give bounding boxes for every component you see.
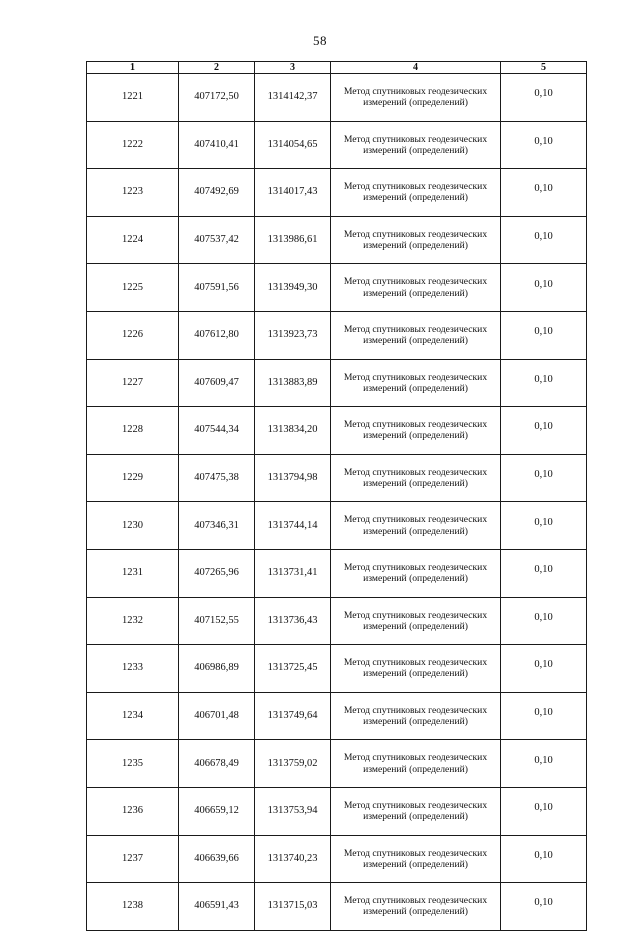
point-number-cell: 1231: [87, 549, 179, 597]
table-row: [87, 645, 587, 693]
accuracy-cell: 0,10: [501, 692, 587, 740]
table-row: [87, 169, 587, 217]
point-number-cell: 1234: [87, 692, 179, 740]
method-cell: Метод спутниковых геодезических измерений (определений): [331, 74, 501, 122]
x-coordinate-cell: 407609,47: [179, 359, 255, 407]
x-coordinate-cell: 407537,42: [179, 216, 255, 264]
table-row: [87, 454, 587, 502]
x-coordinate-cell: 406986,89: [179, 645, 255, 693]
point-number-cell: 1235: [87, 740, 179, 788]
point-number-cell: 1228: [87, 407, 179, 455]
x-coordinate-cell: 407265,96: [179, 549, 255, 597]
method-cell: Метод спутниковых геодезических измерений (определений): [331, 597, 501, 645]
x-coordinate-cell: 407612,80: [179, 311, 255, 359]
method-cell: Метод спутниковых геодезических измерений (определений): [331, 883, 501, 931]
accuracy-cell: 0,10: [501, 883, 587, 931]
table-body: [87, 74, 587, 931]
table-row: [87, 407, 587, 455]
point-number-cell: 1237: [87, 835, 179, 883]
header-row: [87, 62, 587, 74]
method-cell: Метод спутниковых геодезических измерений (определений): [331, 359, 501, 407]
x-coordinate-cell: 407492,69: [179, 169, 255, 217]
accuracy-cell: 0,10: [501, 121, 587, 169]
y-coordinate-cell: 1313731,41: [255, 549, 331, 597]
point-number-cell: 1226: [87, 311, 179, 359]
accuracy-cell: 0,10: [501, 835, 587, 883]
method-cell: Метод спутниковых геодезических измерений (определений): [331, 645, 501, 693]
accuracy-cell: 0,10: [501, 502, 587, 550]
point-number-cell: 1221: [87, 74, 179, 122]
method-cell: Метод спутниковых геодезических измерений (определений): [331, 549, 501, 597]
x-coordinate-cell: 407152,55: [179, 597, 255, 645]
y-coordinate-cell: 1314054,65: [255, 121, 331, 169]
accuracy-cell: 0,10: [501, 407, 587, 455]
method-cell: Метод спутниковых геодезических измерений (определений): [331, 169, 501, 217]
method-cell: Метод спутниковых геодезических измерений (определений): [331, 835, 501, 883]
y-coordinate-cell: 1313740,23: [255, 835, 331, 883]
x-coordinate-cell: 407591,56: [179, 264, 255, 312]
y-coordinate-cell: 1313949,30: [255, 264, 331, 312]
y-coordinate-cell: 1313883,89: [255, 359, 331, 407]
point-number-cell: 1225: [87, 264, 179, 312]
table-row: [87, 787, 587, 835]
point-number-cell: 1236: [87, 787, 179, 835]
method-cell: Метод спутниковых геодезических измерений (определений): [331, 502, 501, 550]
point-number-cell: 1238: [87, 883, 179, 931]
point-number-cell: 1223: [87, 169, 179, 217]
header-col-5: 5: [501, 62, 587, 74]
table-row: [87, 692, 587, 740]
method-cell: Метод спутниковых геодезических измерений (определений): [331, 121, 501, 169]
header-col-3: 3: [255, 62, 331, 74]
page-number: 58: [313, 33, 327, 48]
x-coordinate-cell: 406591,43: [179, 883, 255, 931]
accuracy-cell: 0,10: [501, 454, 587, 502]
accuracy-cell: 0,10: [501, 787, 587, 835]
y-coordinate-cell: 1313744,14: [255, 502, 331, 550]
x-coordinate-cell: 406639,66: [179, 835, 255, 883]
y-coordinate-cell: 1314017,43: [255, 169, 331, 217]
y-coordinate-cell: 1313834,20: [255, 407, 331, 455]
y-coordinate-cell: 1313736,43: [255, 597, 331, 645]
y-coordinate-cell: 1313715,03: [255, 883, 331, 931]
accuracy-cell: 0,10: [501, 359, 587, 407]
accuracy-cell: 0,10: [501, 311, 587, 359]
point-number-cell: 1224: [87, 216, 179, 264]
point-number-cell: 1233: [87, 645, 179, 693]
x-coordinate-cell: 407544,34: [179, 407, 255, 455]
accuracy-cell: 0,10: [501, 264, 587, 312]
accuracy-cell: 0,10: [501, 597, 587, 645]
table-row: [87, 216, 587, 264]
accuracy-cell: 0,10: [501, 740, 587, 788]
method-cell: Метод спутниковых геодезических измерений (определений): [331, 216, 501, 264]
accuracy-cell: 0,10: [501, 645, 587, 693]
method-cell: Метод спутниковых геодезических измерений (определений): [331, 407, 501, 455]
header-col-2: 2: [179, 62, 255, 74]
table-row: [87, 121, 587, 169]
accuracy-cell: 0,10: [501, 74, 587, 122]
accuracy-cell: 0,10: [501, 169, 587, 217]
header-col-4: 4: [331, 62, 501, 74]
point-number-cell: 1232: [87, 597, 179, 645]
table-row: [87, 311, 587, 359]
table-header: [87, 62, 587, 74]
x-coordinate-cell: 406701,48: [179, 692, 255, 740]
x-coordinate-cell: 406659,12: [179, 787, 255, 835]
table-row: [87, 883, 587, 931]
method-cell: Метод спутниковых геодезических измерений (определений): [331, 311, 501, 359]
point-number-cell: 1227: [87, 359, 179, 407]
x-coordinate-cell: 407172,50: [179, 74, 255, 122]
coordinates-table: [86, 61, 587, 931]
header-col-1: 1: [87, 62, 179, 74]
x-coordinate-cell: 406678,49: [179, 740, 255, 788]
method-cell: Метод спутниковых геодезических измерений (определений): [331, 740, 501, 788]
x-coordinate-cell: 407346,31: [179, 502, 255, 550]
y-coordinate-cell: 1313986,61: [255, 216, 331, 264]
y-coordinate-cell: 1313753,94: [255, 787, 331, 835]
point-number-cell: 1222: [87, 121, 179, 169]
table-row: [87, 359, 587, 407]
x-coordinate-cell: 407475,38: [179, 454, 255, 502]
method-cell: Метод спутниковых геодезических измерений (определений): [331, 787, 501, 835]
table-row: [87, 549, 587, 597]
table-row: [87, 74, 587, 122]
method-cell: Метод спутниковых геодезических измерений (определений): [331, 692, 501, 740]
y-coordinate-cell: 1314142,37: [255, 74, 331, 122]
table-row: [87, 835, 587, 883]
table-row: [87, 502, 587, 550]
table-row: [87, 264, 587, 312]
x-coordinate-cell: 407410,41: [179, 121, 255, 169]
point-number-cell: 1230: [87, 502, 179, 550]
point-number-cell: 1229: [87, 454, 179, 502]
table-row: [87, 740, 587, 788]
y-coordinate-cell: 1313725,45: [255, 645, 331, 693]
method-cell: Метод спутниковых геодезических измерений (определений): [331, 454, 501, 502]
y-coordinate-cell: 1313794,98: [255, 454, 331, 502]
accuracy-cell: 0,10: [501, 216, 587, 264]
y-coordinate-cell: 1313759,02: [255, 740, 331, 788]
y-coordinate-cell: 1313749,64: [255, 692, 331, 740]
y-coordinate-cell: 1313923,73: [255, 311, 331, 359]
accuracy-cell: 0,10: [501, 549, 587, 597]
table-row: [87, 597, 587, 645]
method-cell: Метод спутниковых геодезических измерений (определений): [331, 264, 501, 312]
